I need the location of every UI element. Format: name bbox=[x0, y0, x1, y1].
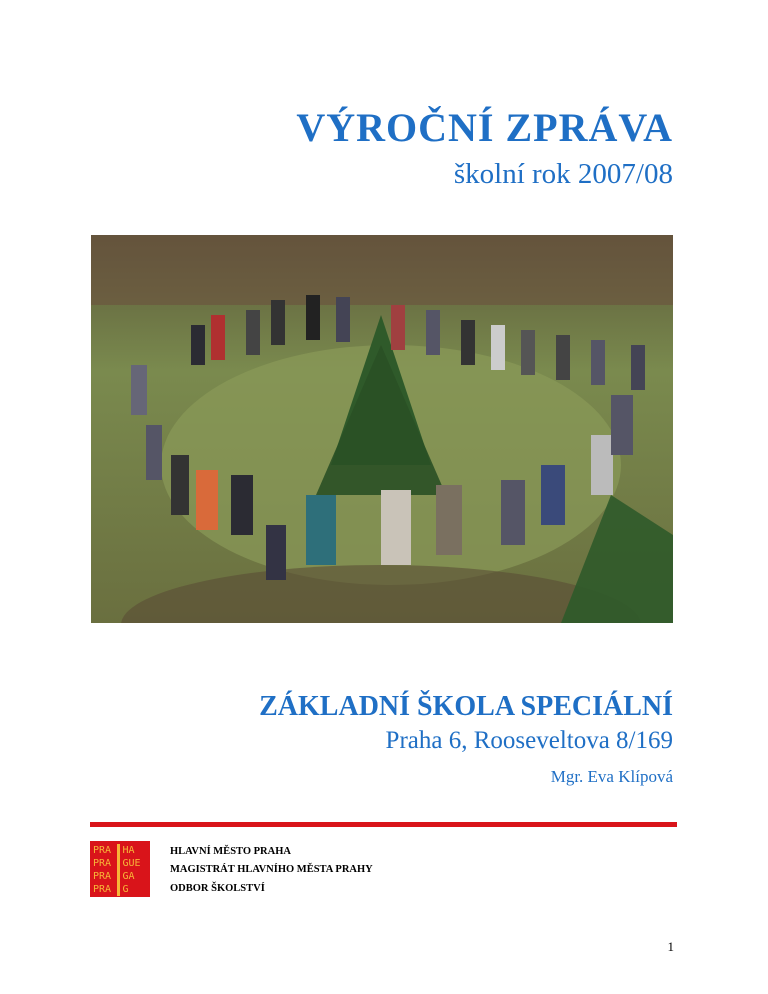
dept-line-city: HLAVNÍ MĚSTO PRAHA bbox=[170, 846, 291, 857]
school-address: Praha 6, Rooseveltova 8/169 bbox=[385, 727, 673, 754]
logo-row: PRA GA bbox=[93, 871, 135, 882]
divider-rule bbox=[90, 822, 677, 827]
author-name: Mgr. Eva Klípová bbox=[550, 767, 673, 786]
cover-photo bbox=[91, 235, 673, 623]
dept-line-education: ODBOR ŠKOLSTVÍ bbox=[170, 883, 265, 894]
logo-row: PRA G bbox=[93, 884, 129, 895]
report-title: VÝROČNÍ ZPRÁVA bbox=[296, 105, 673, 150]
dept-line-magistrate: MAGISTRÁT HLAVNÍHO MĚSTA PRAHY bbox=[170, 864, 373, 875]
school-name: ZÁKLADNÍ ŠKOLA SPECIÁLNÍ bbox=[259, 691, 673, 722]
logo-row: PRA HA bbox=[93, 845, 135, 856]
group-photo-icon bbox=[91, 235, 673, 623]
logo-row: PRA GUE bbox=[93, 858, 141, 869]
page-number: 1 bbox=[667, 939, 674, 954]
praha-logo bbox=[90, 841, 150, 897]
school-year-subtitle: školní rok 2007/08 bbox=[453, 158, 673, 190]
